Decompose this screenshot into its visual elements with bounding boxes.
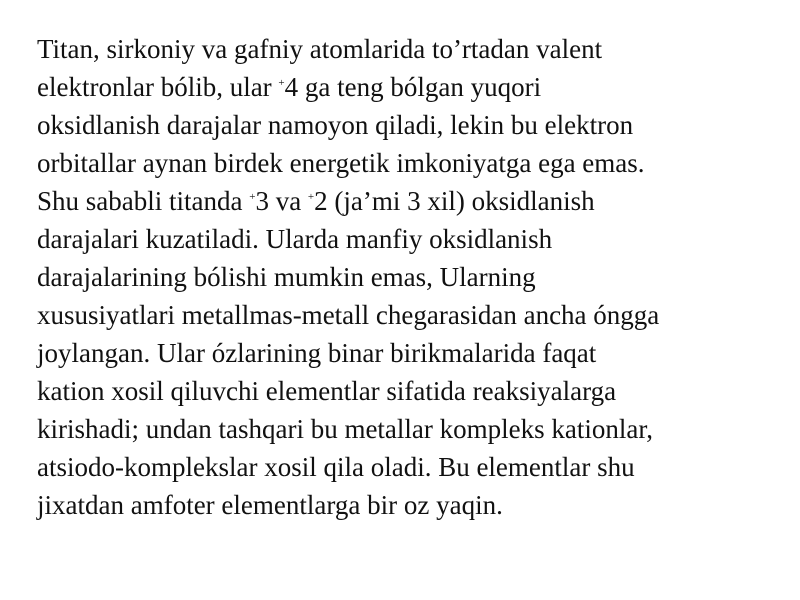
- text-line: [37, 296, 777, 334]
- superscript-charge: +: [278, 77, 285, 89]
- body-paragraph: [37, 30, 777, 524]
- text-line: [37, 448, 777, 486]
- text-segment: darajalarining bólishi mumkin emas, Ularning: [37, 262, 536, 292]
- text-line: [37, 68, 777, 106]
- text-segment: elektronlar bólib, ular: [37, 72, 279, 102]
- text-segment: kation xosil qiluvchi elementlar sifatida reaksiyalarga: [37, 376, 617, 406]
- text-segment: 2 (ja’mi 3 xil) oksidlanish: [314, 186, 595, 216]
- text-segment: 3 va: [255, 186, 308, 216]
- text-line: [37, 486, 777, 524]
- text-line: [37, 144, 777, 182]
- text-segment: 4 ga teng bólgan yuqori: [284, 72, 542, 102]
- text-segment: atsiodo-komplekslar xosil qila oladi. Bu elementlar shu: [37, 452, 635, 482]
- text-segment: darajalari kuzatiladi. Ularda manfiy oksidlanish: [37, 224, 553, 254]
- text-line: [37, 410, 777, 448]
- text-segment: jixatdan amfoter elementlarga bir oz yaqin.: [37, 490, 503, 520]
- superscript-charge: +: [249, 191, 256, 203]
- text-segment: joylangan. Ular ózlarining binar birikmalarida faqat: [37, 338, 597, 368]
- text-line: [37, 220, 777, 258]
- text-line: [37, 372, 777, 410]
- superscript-charge: +: [307, 191, 315, 203]
- text-segment: Shu sababli titanda: [37, 186, 250, 216]
- text-line: [37, 30, 777, 68]
- text-segment: Titan, sirkoniy va gafniy atomlarida to’rtadan valent: [37, 34, 603, 64]
- text-segment: xususiyatlari metallmas-metall chegarasidan ancha óngga: [37, 300, 660, 330]
- text-segment: kirishadi; undan tashqari bu metallar kompleks kationlar,: [37, 414, 654, 444]
- text-segment: orbitallar aynan birdek energetik imkoniyatga ega emas.: [37, 148, 645, 178]
- text-line: [37, 258, 777, 296]
- text-line: [37, 334, 777, 372]
- text-line: [37, 106, 777, 144]
- text-segment: oksidlanish darajalar namoyon qiladi, lekin bu elektron: [37, 110, 634, 140]
- text-line: [37, 182, 777, 220]
